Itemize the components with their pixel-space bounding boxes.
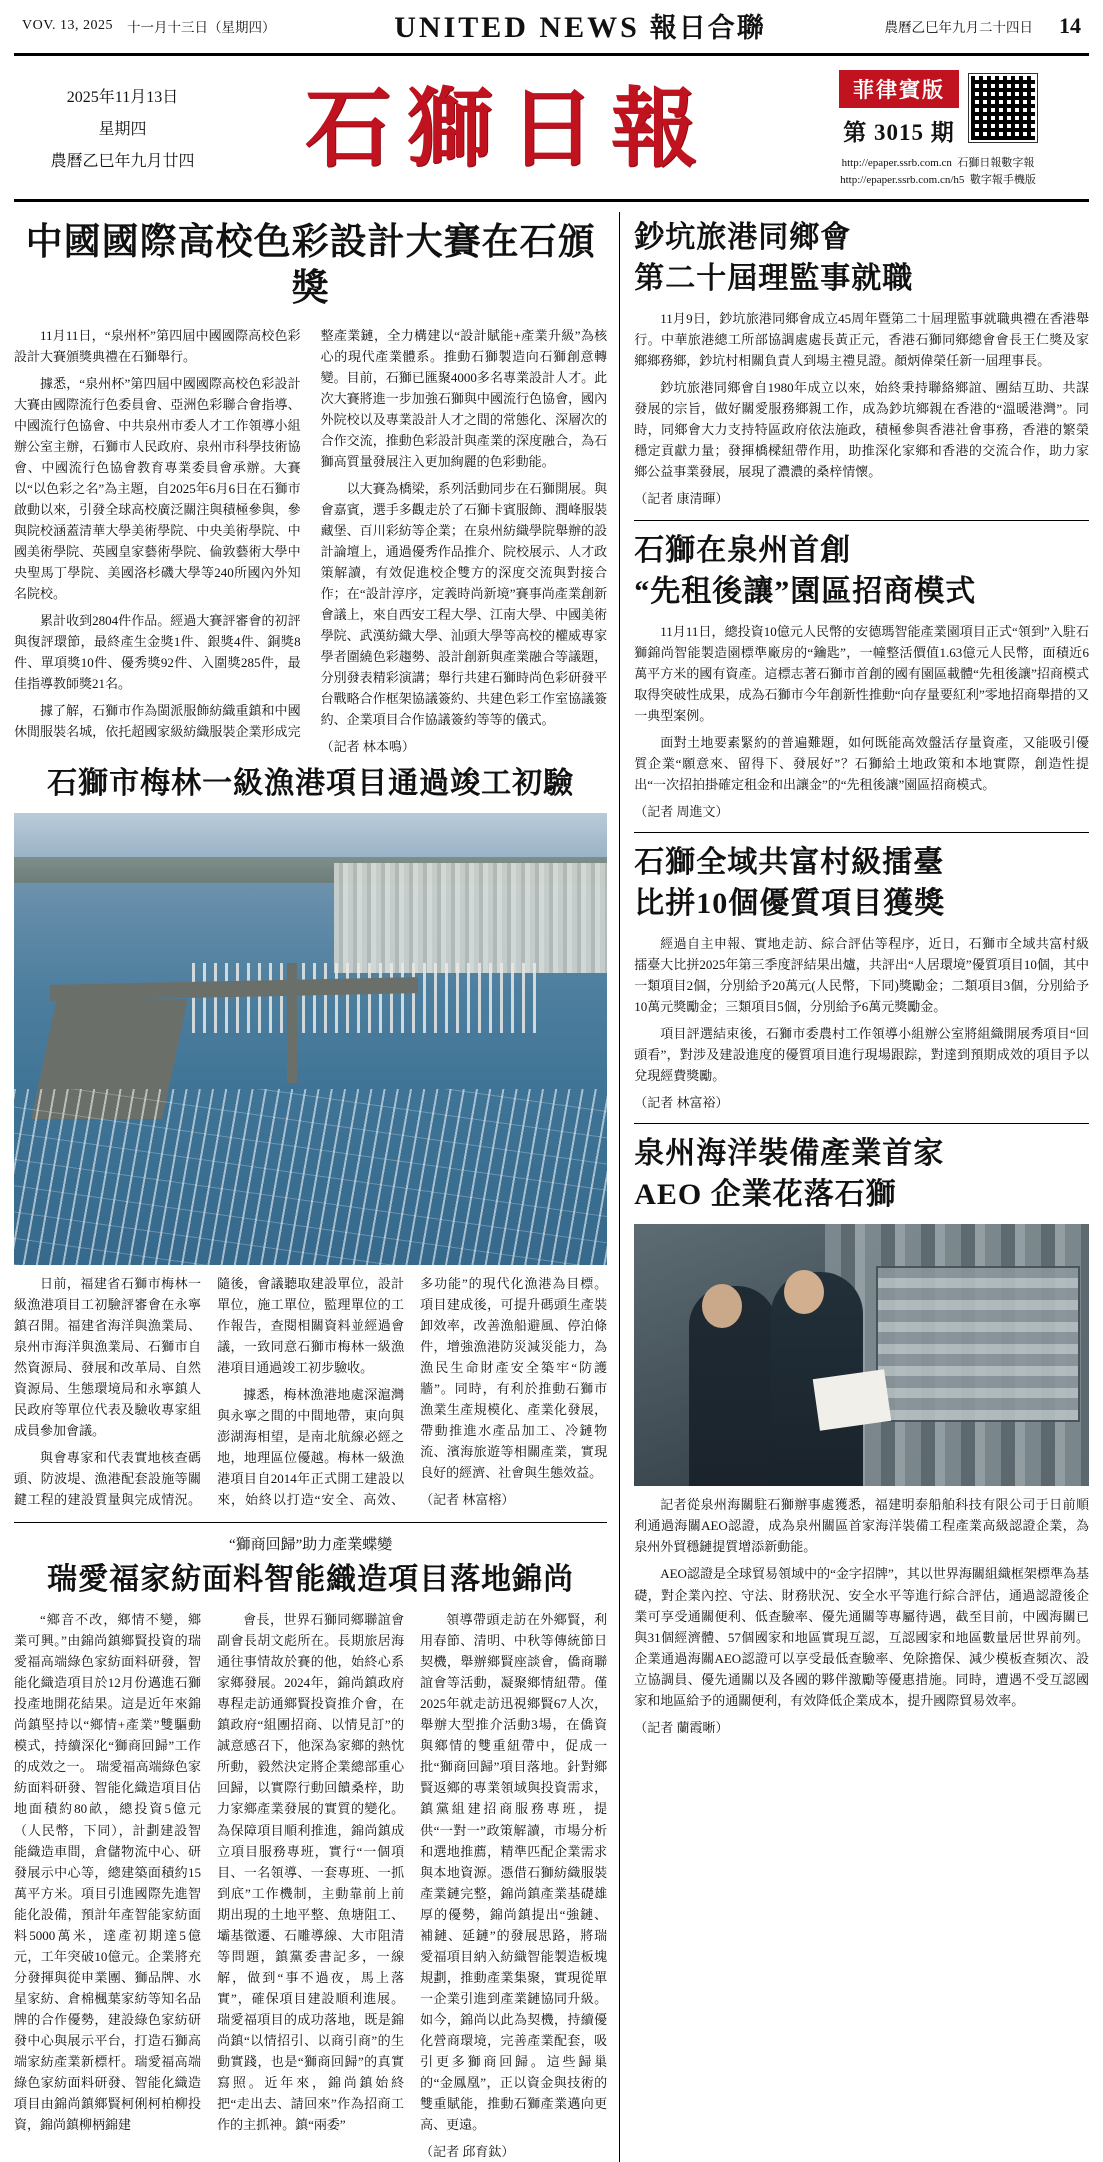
article3-headline: 瑞愛福家紡面料智能織造項目落地錦尚 [47, 1563, 575, 1597]
photo-equipment-panel [876, 1266, 1080, 1422]
article1-p1: 11月11日，“泉州杯”第四屆中國國際高校色彩設計大賽頒獎典禮在石獅舉行。 [14, 327, 301, 364]
paper-title-cn: 報日合聯 [649, 13, 766, 43]
page-number: 14 [1059, 12, 1081, 38]
photo-aquaculture-rafts-2 [14, 1089, 607, 1265]
epaper-url[interactable]: http://epaper.ssrb.com.cn [841, 157, 952, 169]
nameplate-weekday: 星期四 [98, 120, 147, 138]
article2-body [14, 1273, 607, 1513]
article-village-prosperity-contest [634, 843, 1089, 1113]
article-lease-then-transfer [634, 531, 1089, 822]
top-lunar-date: 農曆乙巳年九月二十四日 [884, 19, 1033, 35]
side1-p2: 鈔坑旅港同鄉會自1980年成立以來，始終秉持聯絡鄉誼、團結互助、共謀發展的宗旨，做好關愛服務鄉親工作，成為鈔坑鄉親在香港的“溫暖港灣”。同時，同鄉會大力支持特區政府依法施政，積極參與香港社會事務，香港的繁榮穩定貢獻力量；發揮橋樑紐帶作用，助推深化家鄉和香港的交流合作，助力家鄉公益事業發展，展現了濃濃的桑梓情懷。 [634, 380, 1089, 480]
aeo-inspection-photo [634, 1224, 1089, 1486]
article3-kicker: “獅商回歸”助力產業蝶變 [228, 1537, 393, 1554]
nameplate-title-wrap [225, 78, 793, 180]
article2-byline: （記者 林富榕） [420, 1492, 515, 1507]
article-aeo-certification [634, 1134, 1089, 1738]
article2-p2: 與會專家和代表實地核查碼頭、防波堤、漁港配套設施等關鍵工程的建設質量與完成情況。隨後，會議聽取建設單位，設計單位，施工單位，監理單位的工作報告，查閱相關資料並經過會議，一致同意石獅市梅林一級漁港項目通過竣工初步驗收。 [14, 1275, 405, 1507]
epaper-url-label: 石獅日報數字報 [957, 157, 1035, 169]
paper-title-en: UNITED NEWS [394, 11, 640, 44]
right-column [619, 212, 1089, 2162]
side1-byline: （記者 康清暉） [634, 491, 729, 507]
photo-town [334, 863, 607, 973]
article1-body [14, 325, 607, 758]
article1-headline: 中國國際高校色彩設計大賽在石頒獎 [25, 222, 596, 310]
side4-headline-line1: 泉州海洋裝備產業首家 [634, 1137, 945, 1171]
side2-headline-line1: 石獅在泉州首創 [634, 533, 852, 567]
section-divider [14, 1522, 607, 1523]
article3-col2: 會長，世界石獅同鄉聯誼會副會長胡文彪所在。長期旅居海通往事情故於賽的他，始終心系家鄉發展。2024年，錦尚鎮政府專程走訪通鄉賢投資推介會，在鎮政府“組團招商、以情見訂”的誠意感召下，他深為家鄉的熱忱所動，毅然決定將企業總部重心回歸，以實際行動回饋桑梓，助力家鄉產業發展的實質的變化。 為保障項目順利推進，錦尚鎮成立項目服務專班，實行“一個項目、一名領導、一套專班、一抓到底”工作機制，主動靠前上前期出現的土地平整、魚塘阻工、壩基徵遷、石雕導線、大市阻清等問題，鎮黨委書記多，一線解，做到“事不過夜，馬上落實”，確保項目建設順利進展。 瑞愛福項目的成功落地，既是錦尚鎮“以情招引、以商引商”的生動實踐，也是“獅商回歸”的真實寫照。近年來，錦尚鎮始終把“走出去、請回來”作為招商工作的主抓神。鎮“兩委” [217, 1612, 405, 2133]
right-divider-3 [634, 1123, 1089, 1124]
article1-p2: 據悉，“泉州杯”第四屆中國國際高校色彩設計大賽由國際流行色委員會、亞洲色彩聯合會指導、中國流行色協會、中共泉州市委人才工作領導小組辦公室主辦，石獅市人民政府、泉州市科學技術協會、中國流行色協會教育專業委員會承辦。大賽以“以色彩之名”為主題，自2025年6月6日在石獅市啟動以來，引發全球高校廣泛關注與積極參與，參與院校涵蓋清華大學美術學院、中央美術學院、中國美術學院、英國皇家藝術學院、倫敦藝術大學中央聖馬丁學院、美國洛杉磯大學等240所國內外知名院校。 [14, 375, 301, 602]
right-divider-1 [634, 520, 1089, 521]
side4-p2: AEO認證是全球貿易領域中的“金字招牌”，其以世界海關組織框架標準為基礎，對企業內控、守法、財務狀況、安全水平等進行綜合評估，通過認證後企業可享受通關便利、低查驗率、優先通關等專屬待遇，截至目前，中國海關已與31個經濟體、57個國家和地區實現互認，互認國家和地區數量居世界前列。企業通過海關AEO認證可以享受最低查驗率、免除擔保、減少模板查頻次、設立協調員、優先通關以及各國的夥伴激勵等優惠措施。同時，遭遇不受互認國家和地區給予的通關便利，有效降低企業成本，提升國際貿易效率。 [634, 1566, 1089, 1708]
photo-dock [287, 963, 297, 1083]
harbor-photo [14, 813, 607, 1265]
side4-headline-line2: AEO 企業花落石獅 [634, 1178, 897, 1212]
side3-p2: 項目評選結束後，石獅市委農村工作領導小組辦公室將組織開展秀項目“回頭看”，對涉及建設進度的優質項目進行現場跟踪，對達到預期成效的項目予以兌現經費獎勵。 [634, 1026, 1089, 1084]
photo-document-sheet [813, 1370, 892, 1432]
photo-boats [192, 963, 536, 1033]
article3-col3: 領導帶頭走訪在外鄉賢，利用春節、清明、中秋等傳統節日契機，舉辦鄉賢座談會，僑商聯誼會等活動，凝聚鄉情紐帶。僅2025年就走訪迅視鄉賢67人次，舉辦大型推介活動3場，在僑資與鄉情的雙重紐帶中，促成一批“獅商回歸”項目落地。針對鄉賢返鄉的專業領域與投資需求，鎮黨組建招商服務專班，提供“一對一”政策解讀，市場分析和選地推薦，精準匹配企業需求與本地資源。憑借石獅紡織服裝產業鏈完整，錦尚鎮產業基礎雄厚的優勢，錦尚鎮提出“強鏈、補鏈、延鏈”的發展思路，將瑞愛福項目納入紡織智能製造板塊規劃，推動產業集聚，實現從單一企業引進到產業鏈協同升級。 如今，錦尚以此為契機，持續優化營商環境，完善產業配套，吸引更多獅商回歸。這些歸巢的“金鳳凰”，正以資金與技術的雙重賦能，推動石獅產業邁向更高、更遠。 [420, 1612, 608, 2133]
side4-p1: 記者從泉州海關駐石獅辦事處獲悉，福建明泰船舶科技有限公司于日前順利通過海關AEO認證，成為泉州關區首家海洋裝備工程產業高級認證企業，為泉州外貿穩鏈提質增添新動能。 [634, 1497, 1089, 1555]
qr-code-icon[interactable] [969, 74, 1037, 142]
side2-headline-line2: “先租後讓”園區招商模式 [634, 574, 977, 608]
nameplate-dates [20, 82, 225, 178]
article1-byline: （記者 林本鳴） [320, 739, 415, 755]
article-chaokeng-association [634, 218, 1089, 509]
page-body [14, 202, 1089, 2162]
newspaper-title: 石獅日報 [305, 78, 713, 180]
side4-byline: （記者 蘭霞晰） [634, 1719, 729, 1735]
article3-byline: （記者 邱育鈦） [420, 2144, 515, 2160]
article1-p3: 累計收到2804件作品。經過大賽評審會的初評與復評環節，最終產生金獎1件、銀獎4件、銅獎8件、單項獎10件、優秀獎92件、入圍獎285件，最佳指導教師獎21名。 [14, 613, 301, 692]
side3-p1: 經過自主申報、實地走訪、綜合評估等程序，近日，石獅市全域共富村級擂臺大比拼2025年第三季度評結果出爐，共評出“人居環境”優質項目10個，其中一類項目2個，分別給予20萬元(人民幣，下同)獎勵金；二類項目3個，分別給予10萬元獎勵金；三類項目5個，分別給予6萬元獎勵金。 [634, 935, 1089, 1015]
article3-col1: “鄉音不改，鄉情不變，鄉業可興。”由錦尚鎮鄉賢投資的瑞愛福高端綠色家紡面料研發，智能化織造項目於12月份邁進石獅投產地開花結果。這是近年來錦尚鎮堅持以“鄉情+產業”雙驅動模式，持續深化“獅商回歸”工作的成效之一。 瑞愛福高端綠色家紡面料研發、智能化織造項目佔地面積約80畝，總投資5億元（人民幣，下同），計劃建設智能織造車間，倉儲物流中心、研發展示中心等，總建築面積約15萬平方米。項目引進國際先進智能化設備，預計年產智能家紡面料5000萬米，達產初期達5億元，工年突破10億元。企業將充分發揮與從申業團、獅品牌、水星家紡、倉棉楓葉家紡等知名品牌的合作優勢，建設綠色家紡研發中心與展示平台，打造石獅高端家紡產業新標杆。瑞愛福高端綠色家紡面料研發、智能化織造項目由錦尚鎮鄉賢柯俐柯柏柳投資，錦尚鎮柳柄錦建 [14, 1612, 202, 2133]
nameplate-date-gregorian: 2025年11月13日 [66, 88, 179, 106]
volume-label: VOV. 13, 2025 [22, 17, 114, 33]
article3-body [14, 1609, 607, 2162]
side1-p1: 11月9日，鈔坑旅港同鄉會成立45周年暨第二十屆理監事就職典禮在香港舉行。中華旅港總工所部協調處處長黃正元，香港石獅同鄉總會會長王仁獎及家鄉鄉務鄉，鈔坑村相關負責人到場主禮見證。顏炳偉榮任新一屆理事長。 [634, 311, 1089, 369]
nameplate-date-lunar: 農曆乙巳年九月廿四 [50, 152, 195, 170]
article2-p1: 日前，福建省石獅市梅林一級漁港項目工初驗評審會在永寧鎮召開。福建省海洋與漁業局、泉州市海洋與漁業局、石獅市自然資源局、發展和改革局、自然資源局、生態環境局和永寧鎮人民政府等單位代表及驗收專家組成員參加會議。 [14, 1275, 202, 1438]
side1-headline-line2: 第二十屆理監事就職 [634, 262, 914, 296]
article1-p5: 以大賽為橋梁，系列活動同步在石獅開展。與會嘉賓，選手多觀走於了石獅卡賓服飾、潤峰服裝藏堡、百川彩紡等企業；在泉州紡織學院舉辦的設計論壇上，通過優秀作品推介、院校展示、人才政策解讀，有效促進校企雙方的深度交流與對接合作；在“設計淳序，定義時尚新境”賽事尚產業創新會議上，來自西安工程大學、江南大學、中國美術學院、武漢紡織大學、汕頭大學等高校的權威專家學者圍繞色彩趨勢、設計創新與產業融合等議題，分別發表精彩演講；舉行共建石獅時尚色彩研發平台戰略合作框架協議簽約、共建色彩工作室協議簽約、企業項目合作協議簽約等等的儀式。 [320, 480, 608, 728]
side3-headline-line1: 石獅全域共富村級擂臺 [634, 845, 945, 879]
top-date-cn: 十一月十三日（星期四） [127, 19, 276, 35]
mobile-url[interactable]: http://epaper.ssrb.com.cn/h5 [840, 174, 965, 187]
side2-p2: 面對土地要素緊約的普遍難題，如何既能高效盤活存量資產，又能吸引優質企業“願意來、留得下、發展好”？石獅給土地政策和本地實際，創造性提出“一次招拍掛確定租金和出讓金”的“先租後讓”園區招商模式。 [634, 734, 1089, 792]
edition-badge: 菲律賓版 [839, 70, 959, 108]
nameplate [14, 56, 1089, 202]
main-column [14, 212, 619, 2162]
side1-headline-line1: 鈔坑旅港同鄉會 [634, 221, 852, 255]
article2-p3: 據悉，梅林漁港地處深滬灣與永寧之間的中間地帶，東向與澎湖海相望，是南北航線必經之地，地理區位優越。梅林一級漁港項目自2014年正式開工建設以來，始終以打造“安全、高效、多功能”的現代化漁港為目標。項目建成後，可提升碼頭生產裝卸效率，改善漁船避風、停泊條件，增強漁港防災減災能力，為漁民生命財產安全築牢“防護牆”。同時，有利於推動石獅市漁業生產規模化、產業化發展，帶動推進水產品加工、冷鏈物流、濱海旅遊等相關產業，實現良好的經濟、社會與生態效益。 [217, 1275, 608, 1507]
side2-byline: （記者 周進文） [634, 803, 729, 819]
article1-p4: 據了解，石獅市作為閩派服飾紡織重鎮和中國休閒服裝名城，依托超國家級紡織服裝企業形成完整產業鏈，全力構建以“設計賦能+產業升級”為核心的現代產業體系。推動石獅製造向石獅創意轉變。目前，石獅已匯聚4000多名專業設計人才。此次大賽將進一步加強石獅與中國流行色協會，國內外院校以及專業設計人才之間的常態化、深層次的合作交流，推動色彩設計與產業的深度融合，為石獅高質量發展注入更加絢麗的色彩動能。 [14, 327, 608, 740]
article-meilin-fishing-port [14, 764, 607, 1513]
article2-headline: 石獅市梅林一級漁港項目通過竣工初驗 [47, 766, 575, 800]
nameplate-urls [793, 155, 1083, 189]
top-title-group [394, 6, 766, 45]
article-color-design-award [14, 220, 607, 757]
side3-headline-line2: 比拼10個優質項目獲獎 [634, 886, 946, 920]
issue-number: 第 3015 期 [843, 120, 955, 145]
side3-byline: （記者 林富裕） [634, 1095, 729, 1111]
side2-p1: 11月11日，總投資10億元人民幣的安德瑪智能產業園項目正式“領到”入駐石獅錦尚智能製造園標準廠房的“鑰匙”，一幢整活價值1.63億元人民幣，面積近6萬平方米的國有資產。這標志著石獅市首創的國有園區載體“先租後讓”招商模式取得突破性成果，成為石獅市今年創新性推動“向存量要紅利”零地招商舉措的又一典型案例。 [634, 623, 1089, 723]
mobile-url-label: 數字報手機版 [969, 174, 1036, 187]
top-masthead-bar [14, 0, 1089, 56]
right-divider-2 [634, 832, 1089, 833]
nameplate-right [793, 70, 1083, 189]
article-ruiaifu-textile-project [14, 1533, 607, 2162]
